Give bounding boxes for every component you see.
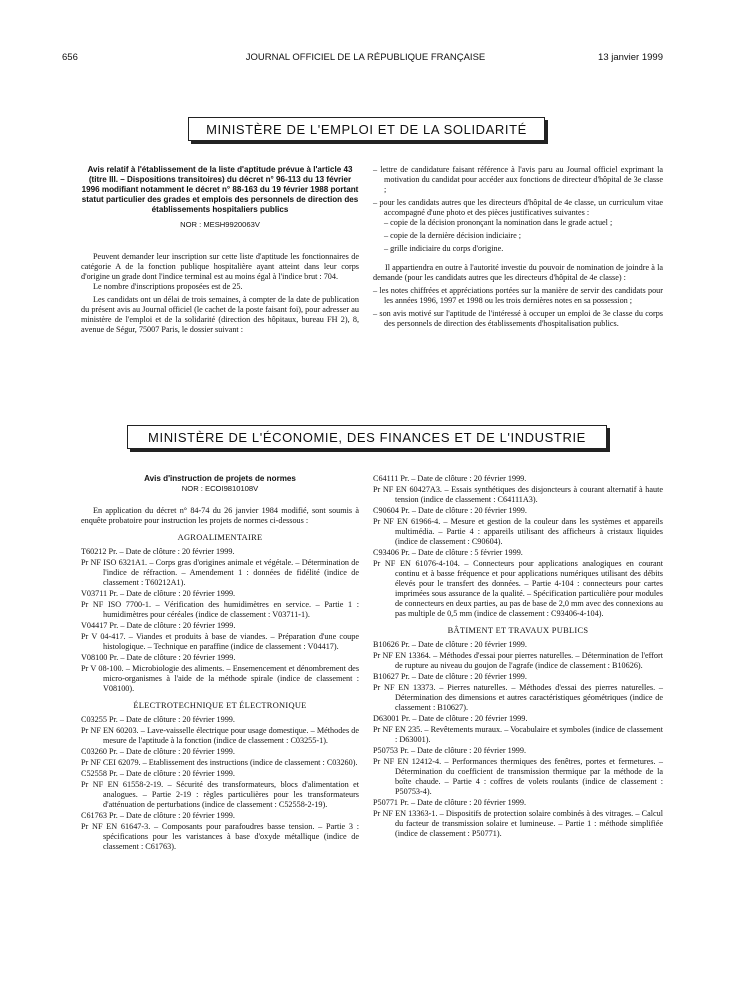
standard-entry: Pr NF ISO 7700-1. – Vérification des humidimètres en service. – Partie 1 : humidimètres pour céréales (indice de classement : V03711-1). bbox=[81, 600, 359, 619]
issue-date: 13 janvier 1999 bbox=[598, 52, 663, 63]
standard-entry: D63001 Pr. – Date de clôture : 20 février 1999. bbox=[373, 714, 528, 723]
notice-title: Avis d'instruction de projets de normes bbox=[144, 474, 296, 483]
ministry-title: MINISTÈRE DE L'EMPLOI ET DE LA SOLIDARITÉ bbox=[206, 121, 527, 137]
list-item: – copie de la dernière décision indiciaire ; bbox=[384, 231, 522, 240]
standard-entry: Pr NF EN 235. – Revêtements muraux. – Vocabulaire et symboles (indice de classement : D63001). bbox=[373, 725, 663, 744]
standard-entry: Pr NF ISO 6321A1. – Corps gras d'origines animale et végétale. – Détermination de l'indice de réfraction. – Amendement 1 : données de fidélité (indice de classement : T60212A1). bbox=[81, 558, 359, 587]
paragraph: Le nombre d'inscriptions proposées est de 25. bbox=[93, 282, 243, 291]
standard-entry: Pr NF EN 61076-4-104. – Connecteurs pour applications analogiques en courant continu et à basse fréquence et pour applications numériques utilisant des débits élevés pour le transfert des données. – Partie 4-104 : connecteurs pour cartes imprimées sous assurance de la qualité. – Spécification particulière pour modules de connecteurs en deux parties, au pas de base de 2,0 mm avec des connexions au pas multiple de 0,5 mm (indice de classement : C93406-4-104). bbox=[373, 559, 663, 618]
standard-entry: Pr NF EN 12412-4. – Performances thermiques des fenêtres, portes et fermetures. – Détermination du coefficient de transmission thermique par la méthode de la boîte chaude. – Partie 4 : coffres de volets roulants (indice de classement : P50753-4). bbox=[373, 757, 663, 796]
standard-entry: C61763 Pr. – Date de clôture : 20 février 1999. bbox=[81, 811, 235, 820]
section1-right-column bbox=[373, 165, 663, 329]
standard-entry: B10627 Pr. – Date de clôture : 20 février 1999. bbox=[373, 672, 527, 681]
section-heading: AGROALIMENTAIRE bbox=[177, 533, 263, 542]
section2-right-column bbox=[373, 474, 663, 840]
paragraph: Les candidats ont un délai de trois semaines, à compter de la date de publication du présent avis au Journal officiel (le cachet de la poste faisant foi), pour adresser au ministère de l'emploi et de la solidarité (direction des hôpitaux, bureau FH 2), 8, avenue de Ségur, 75007 Paris, le dossier suivant : bbox=[81, 295, 359, 334]
list-item: – copie de la décision prononçant la nomination dans le grade actuel ; bbox=[384, 218, 613, 227]
list-item: – pour les candidats autres que les directeurs d'hôpital de 4e classe, un curriculum vitae accompagné d'une photo et des pièces justificatives suivantes : bbox=[373, 198, 663, 217]
standard-entry: Pr NF EN 13364. – Méthodes d'essai pour pierres naturelles. – Détermination de l'effort de rupture au niveau du goujon de l'agrafe (indice de classement : B10626). bbox=[373, 651, 663, 670]
standard-entry: Pr NF CEI 62079. – Etablissement des instructions (indice de classement : C03260). bbox=[81, 758, 358, 767]
standard-entry: V03711 Pr. – Date de clôture : 20 février 1999. bbox=[81, 589, 236, 598]
standard-entry: C03255 Pr. – Date de clôture : 20 février 1999. bbox=[81, 715, 235, 724]
standard-entry: Pr NF EN 60427A3. – Essais synthétiques des disjoncteurs à courant alternatif à haute tension (indice de classement : C64111A3). bbox=[373, 485, 663, 504]
standard-entry: Pr V 08-100. – Microbiologie des aliments. – Ensemencement et dénombrement des micro-organismes à l'aide de la méthode spirale (indice de classement : V08100). bbox=[81, 664, 359, 693]
standard-entry: C52558 Pr. – Date de clôture : 20 février 1999. bbox=[81, 769, 235, 778]
standard-entry: Pr V 04-417. – Viandes et produits à base de viandes. – Préparation d'une coupe histologique. – Technique en paraffine (indice de classement : V04417). bbox=[81, 632, 359, 651]
standard-entry: Pr NF EN 60203. – Lave-vaisselle électrique pour usage domestique. – Méthodes de mesure de l'aptitude à la fonction (indice de classement : C03255-1). bbox=[81, 726, 359, 745]
standard-entry: C90604 Pr. – Date de clôture : 20 février 1999. bbox=[373, 506, 527, 515]
list-item: – les notes chiffrées et appréciations portées sur la manière de servir des candidats pour les années 1996, 1997 et 1998 ou les trois dernières notes en sa possession ; bbox=[373, 286, 663, 305]
notice-title: Avis relatif à l'établissement de la liste d'aptitude prévue à l'article 43 (titre III. – Dispositions transitoires) du décret n° 96-113 du 13 février 1996 modifiant notamment le décret n° 88-163 du 19 février 1988 portant statut particulier des grades et emplois des personnels de direction des établissements hospitaliers publics bbox=[81, 165, 359, 214]
section1-left-column bbox=[81, 165, 359, 335]
standard-entry: Pr NF EN 61647-3. – Composants pour parafoudres basse tension. – Partie 3 : spécifications pour les varistances à base d'oxyde métallique (indice de classement : C61763). bbox=[81, 822, 359, 851]
section-heading: BÂTIMENT ET TRAVAUX PUBLICS bbox=[447, 626, 589, 635]
standards-list bbox=[81, 533, 359, 852]
standard-entry: Pr NF EN 13373. – Pierres naturelles. – Méthodes d'essai des pierres naturelles. – Détermination des dimensions et autres caractéristiques géométriques (indice de classement : B10627). bbox=[373, 683, 663, 712]
standard-entry: T60212 Pr. – Date de clôture : 20 février 1999. bbox=[81, 547, 235, 556]
standard-entry: P50753 Pr. – Date de clôture : 20 février 1999. bbox=[373, 746, 527, 755]
section2-left-column bbox=[81, 474, 359, 853]
list-item: – grille indiciaire du corps d'origine. bbox=[384, 244, 504, 253]
standard-entry: V04417 Pr. – Date de clôture : 20 février 1999. bbox=[81, 621, 236, 630]
paragraph: Peuvent demander leur inscription sur cette liste d'aptitude les fonctionnaires de catégorie A de la fonction publique hospitalière ayant atteint dans leur corps d'origine un grade dont l'indice terminal est au moins égal à l'indice brut : 704. bbox=[81, 252, 359, 281]
standard-entry: Pr NF EN 61966-4. – Mesure et gestion de la couleur dans les systèmes et appareils multimédia. – Partie 4 : appareils utilisant des afficheurs à cristaux liquides (indice de classement : C90604). bbox=[373, 517, 663, 546]
standard-entry: P50771 Pr. – Date de clôture : 20 février 1999. bbox=[373, 798, 527, 807]
list-item: – lettre de candidature faisant référence à l'avis paru au Journal officiel exprimant la motivation du candidat pour accéder aux fonctions de directeur d'hôpital de 3e classe ; bbox=[373, 165, 663, 194]
standard-entry: V08100 Pr. – Date de clôture : 20 février 1999. bbox=[81, 653, 236, 662]
journal-title: JOURNAL OFFICIEL DE LA RÉPUBLIQUE FRANÇAISE bbox=[245, 52, 486, 63]
nor-reference: NOR : MESH9920063V bbox=[180, 220, 260, 229]
standard-entry: C93406 Pr. – Date de clôture : 5 février 1999. bbox=[373, 548, 523, 557]
nor-reference: NOR : ECOI9810108V bbox=[181, 484, 259, 493]
ministry-box-emploi bbox=[188, 117, 545, 141]
intro-paragraph: En application du décret n° 84-74 du 26 janvier 1984 modifié, sont soumis à enquête probatoire pour instruction les projets de normes ci-dessous : bbox=[81, 506, 359, 525]
standard-entry: C03260 Pr. – Date de clôture : 20 février 1999. bbox=[81, 747, 235, 756]
standard-entry: Pr NF EN 13363-1. – Dispositifs de protection solaire combinés à des vitrages. – Calcul du facteur de transmission solaire et lumineuse. – Partie 1 : méthode simplifiée (indice de classement : P50771). bbox=[373, 809, 663, 838]
ministry-title: MINISTÈRE DE L'ÉCONOMIE, DES FINANCES ET DE L'INDUSTRIE bbox=[148, 429, 586, 445]
paragraph: Il appartiendra en outre à l'autorité investie du pouvoir de nomination de joindre à la demande (pour les candidats autres que les directeurs d'hôpital de 4e classe) : bbox=[373, 263, 663, 282]
ministry-box-economie bbox=[127, 425, 607, 449]
section-heading: ÉLECTROTECHNIQUE ET ÉLECTRONIQUE bbox=[133, 701, 307, 710]
standards-list bbox=[373, 474, 663, 839]
standard-entry: C64111 Pr. – Date de clôture : 20 février 1999. bbox=[373, 474, 527, 483]
standard-entry: Pr NF EN 61558-2-19. – Sécurité des transformateurs, blocs d'alimentation et analogues. – Partie 2-19 : règles particulières pour les transformateurs d'atténuation de perturbations (indice de classement : C52558-2-19). bbox=[81, 780, 359, 809]
page-number: 656 bbox=[62, 52, 78, 63]
list-item: – son avis motivé sur l'aptitude de l'intéressé à occuper un emploi de 3e classe du corps des personnels de direction des établissements d'hospitalisation publics. bbox=[373, 309, 663, 328]
standard-entry: B10626 Pr. – Date de clôture : 20 février 1999. bbox=[373, 640, 527, 649]
